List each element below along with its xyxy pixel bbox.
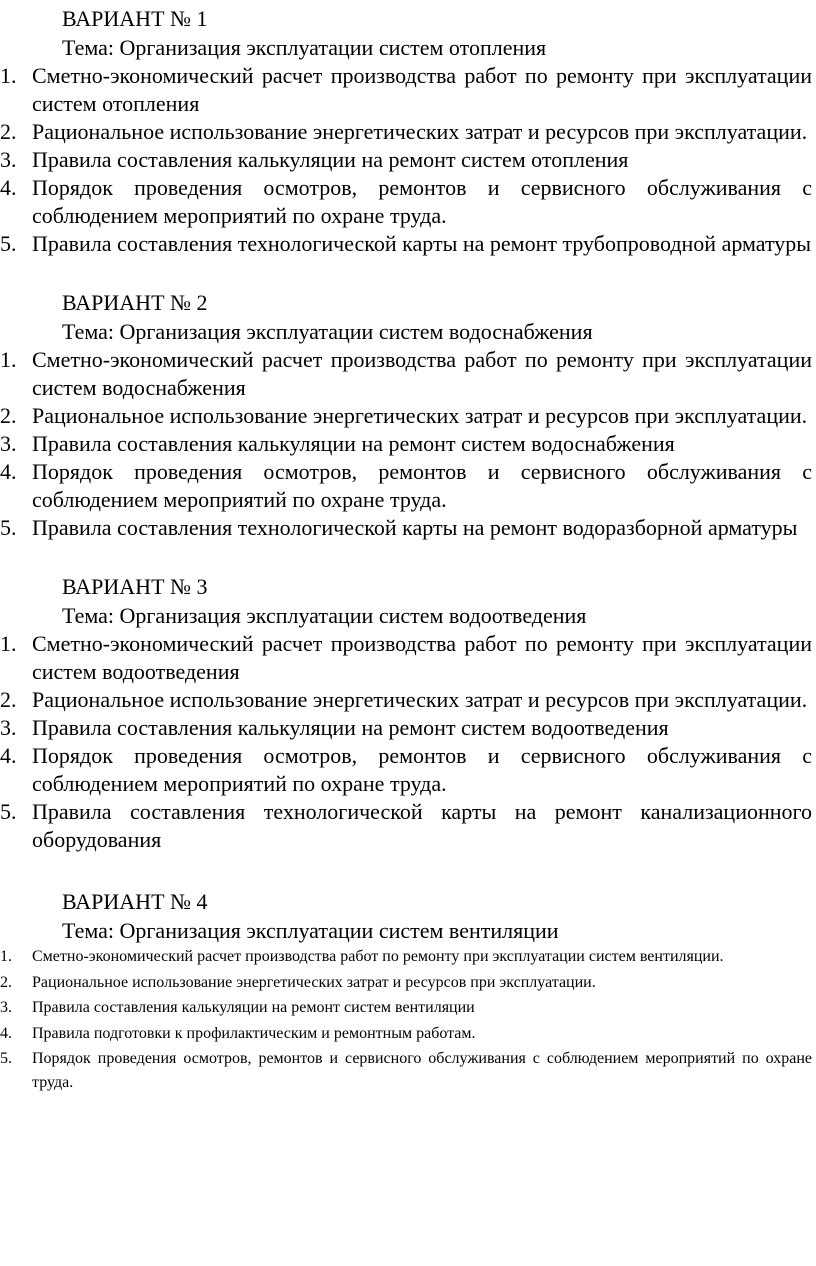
question-list [0,945,812,1094]
list-item [0,346,812,402]
item-number: 1. [0,347,17,372]
variant-theme: Тема: Организация эксплуатации систем отопления [62,35,547,60]
list-item [0,402,812,430]
item-number: 4. [0,1024,12,1042]
item-number: 2. [0,119,17,144]
variant-1 [0,4,812,258]
item-number: 5. [0,515,17,540]
item-number: 3. [0,431,17,456]
item-number: 4. [0,459,17,484]
item-number: 1. [0,631,17,656]
list-item [0,146,812,174]
item-number: 4. [0,175,17,200]
item-text: Правила подготовки к профилактическим и ремонтным работам. [32,1024,476,1042]
item-number: 3. [0,999,12,1016]
list-item [0,630,812,686]
variant-title: ВАРИАНТ № 4 [62,889,208,914]
list-item [0,945,812,969]
item-text: Порядок проведения осмотров, ремонтов и сервисного обслуживания с соблюдением мероприятий по охране труда. [32,743,812,796]
variant-theme: Тема: Организация эксплуатации систем водоснабжения [62,319,593,344]
item-number: 5. [0,1050,12,1067]
list-item [0,996,812,1020]
item-text: Сметно-экономический расчет производства работ по ремонту при эксплуатации систем водоотведения [32,631,812,684]
item-text: Порядок проведения осмотров, ремонтов и сервисного обслуживания с соблюдением мероприятий по охране труда. [32,1050,812,1091]
list-item [0,174,812,230]
variant-4 [0,887,812,1094]
item-text: Порядок проведения осмотров, ремонтов и сервисного обслуживания с соблюдением мероприятий по охране труда. [32,175,812,228]
item-text: Правила составления калькуляции на ремонт систем отопления [32,147,629,172]
item-number: 2. [0,403,17,428]
spacer [0,854,812,887]
variant-title: ВАРИАНТ № 2 [62,290,208,315]
item-number: 2. [0,973,12,991]
item-number: 3. [0,147,17,172]
list-item [0,430,812,458]
item-text: Рациональное использование энергетических затрат и ресурсов при эксплуатации. [32,403,808,428]
question-list [0,62,812,258]
item-text: Рациональное использование энергетических затрат и ресурсов при эксплуатации. [32,973,596,991]
list-item [0,62,812,118]
variant-2 [0,288,812,542]
list-item [0,230,812,258]
item-text: Правила составления технологической карты на ремонт трубопроводной арматуры [32,231,812,256]
item-number: 1. [0,63,17,88]
item-text: Сметно-экономический расчет производства работ по ремонту при эксплуатации систем вентиляции. [32,948,724,965]
spacer [0,258,812,288]
list-item [0,118,812,146]
list-item [0,1022,812,1046]
variant-theme: Тема: Организация эксплуатации систем водоотведения [62,603,587,628]
list-item [0,514,812,542]
question-list [0,346,812,542]
list-item [0,971,812,995]
item-text: Порядок проведения осмотров, ремонтов и сервисного обслуживания с соблюдением мероприятий по охране труда. [32,459,812,512]
item-text: Сметно-экономический расчет производства работ по ремонту при эксплуатации систем водоснабжения [32,347,812,400]
question-list [0,630,812,854]
item-number: 3. [0,715,17,740]
item-text: Правила составления технологической карты на ремонт канализационного оборудования [32,799,812,852]
item-text: Правила составления технологической карты на ремонт водоразборной арматуры [32,515,798,540]
list-item [0,742,812,798]
item-number: 5. [0,799,17,824]
item-text: Правила составления калькуляции на ремонт систем вентиляции [32,999,475,1016]
variant-theme: Тема: Организация эксплуатации систем вентиляции [62,918,559,943]
list-item [0,458,812,514]
item-number: 5. [0,231,17,256]
item-text: Рациональное использование энергетических затрат и ресурсов при эксплуатации. [32,119,808,144]
spacer [0,542,812,572]
item-number: 2. [0,687,17,712]
item-text: Правила составления калькуляции на ремонт систем водоотведения [32,715,669,740]
list-item [0,714,812,742]
list-item [0,1047,812,1094]
variant-3 [0,572,812,854]
item-text: Правила составления калькуляции на ремонт систем водоснабжения [32,431,675,456]
variant-title: ВАРИАНТ № 3 [62,574,208,599]
item-text: Сметно-экономический расчет производства работ по ремонту при эксплуатации систем отопления [32,63,812,116]
list-item [0,798,812,854]
item-number: 4. [0,743,17,768]
list-item [0,686,812,714]
variant-title: ВАРИАНТ № 1 [62,6,208,31]
item-number: 1. [0,948,12,965]
item-text: Рациональное использование энергетических затрат и ресурсов при эксплуатации. [32,687,808,712]
